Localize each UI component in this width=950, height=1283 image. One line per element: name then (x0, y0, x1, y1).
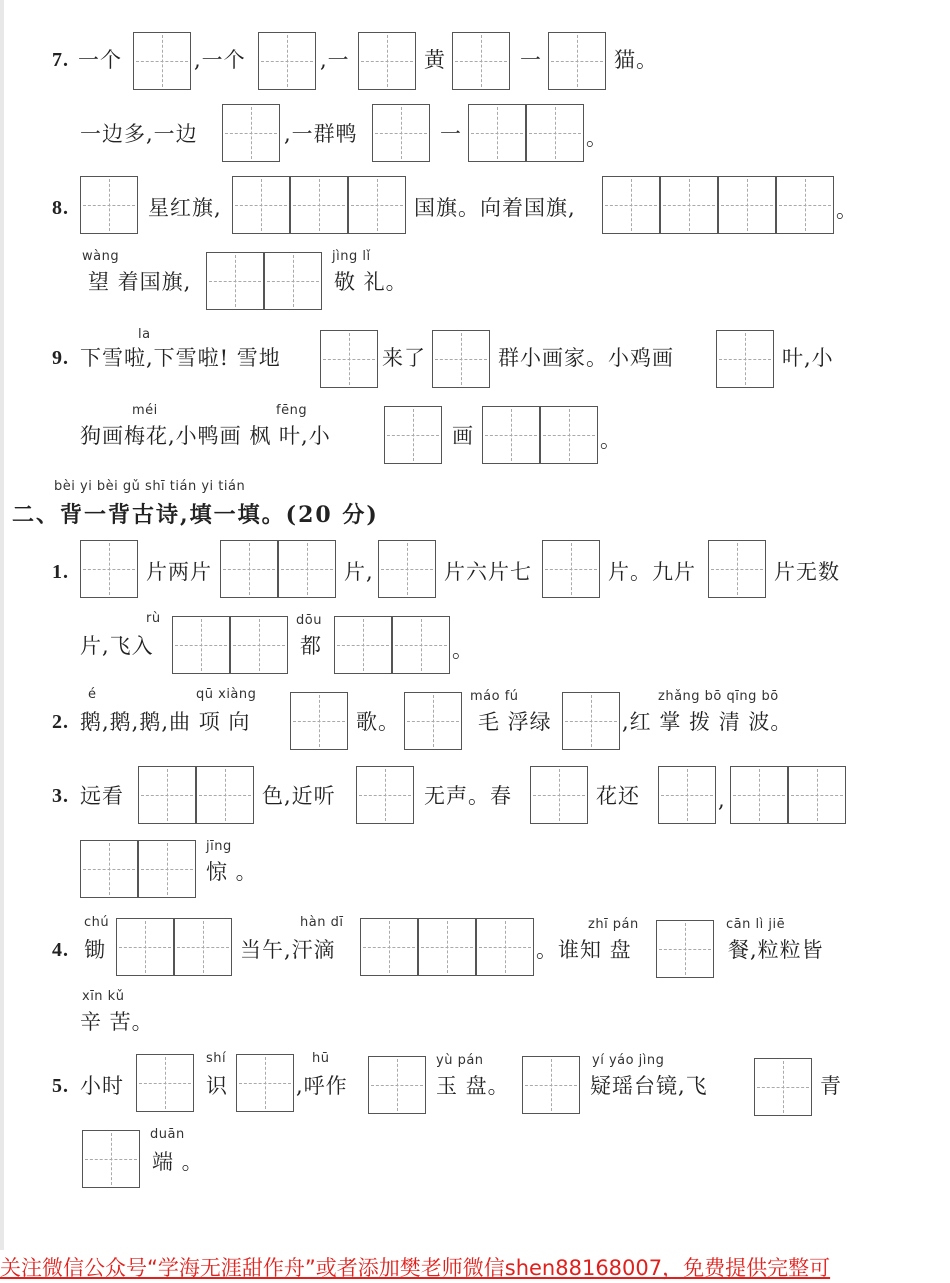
answer-box[interactable] (133, 32, 191, 90)
pinyin-quxiang: qū xiàng (196, 687, 257, 702)
answer-box[interactable] (278, 540, 336, 598)
p1-text-g: 都 (300, 634, 322, 658)
answer-box[interactable] (718, 176, 776, 234)
pinyin-handi: hàn dī (300, 915, 344, 930)
answer-box[interactable] (222, 104, 280, 162)
p5-text-f: 青 (820, 1074, 842, 1098)
answer-box[interactable] (258, 32, 316, 90)
p5-text-c: ,呼作 (296, 1074, 348, 1098)
answer-box[interactable] (730, 766, 788, 824)
answer-box[interactable] (138, 766, 196, 824)
answer-box[interactable] (708, 540, 766, 598)
p3-text-d: 花还 (596, 784, 640, 808)
p5-text-e: 疑瑶台镜,飞 (590, 1074, 708, 1098)
answer-box[interactable] (602, 176, 660, 234)
answer-box[interactable] (360, 918, 418, 976)
answer-box[interactable] (548, 32, 606, 90)
q7-text-j: 。 (586, 126, 608, 150)
p3-text-a: 远看 (80, 784, 124, 808)
answer-box[interactable] (418, 918, 476, 976)
p4-text-c: 。谁知 盘 (536, 938, 632, 962)
p1-text-d: 片。九片 (608, 560, 696, 584)
p4-text-e: 辛 苦。 (80, 1010, 154, 1034)
pinyin-dou: dōu (296, 613, 322, 628)
q8-text-e: 敬 礼。 (334, 270, 408, 294)
q9-number: 9. (52, 347, 69, 369)
answer-box[interactable] (372, 104, 430, 162)
answer-box[interactable] (82, 1130, 140, 1188)
answer-box[interactable] (290, 692, 348, 750)
answer-box[interactable] (348, 176, 406, 234)
q9-text-f: 画 (452, 424, 474, 448)
p4-text-d: 餐,粒粒皆 (728, 938, 824, 962)
pinyin-yiyao-jing: yí yáo jìng (592, 1053, 665, 1068)
answer-box[interactable] (230, 616, 288, 674)
answer-box[interactable] (116, 918, 174, 976)
answer-box[interactable] (754, 1058, 812, 1116)
pinyin-xinku: xīn kǔ (82, 989, 125, 1004)
p1-text-h: 。 (452, 638, 474, 662)
answer-box[interactable] (172, 616, 230, 674)
answer-box[interactable] (522, 1056, 580, 1114)
answer-box[interactable] (196, 766, 254, 824)
answer-box[interactable] (716, 330, 774, 388)
p1-text-f: 片,飞入 (80, 634, 154, 658)
answer-box[interactable] (136, 1054, 194, 1112)
answer-box[interactable] (542, 540, 600, 598)
p2-text-b: 歌。 (356, 710, 400, 734)
pinyin-jing: jīng (206, 839, 232, 854)
p2-text-d: ,红 掌 拨 清 波。 (622, 710, 793, 734)
answer-box[interactable] (174, 918, 232, 976)
answer-box[interactable] (656, 920, 714, 978)
pinyin-wang: wàng (82, 249, 120, 264)
answer-box[interactable] (540, 406, 598, 464)
q7-text-a: 一个 (78, 48, 122, 72)
q9-text-e: 狗画梅花,小鸭画 枫 叶,小 (80, 424, 331, 448)
p1-text-a: 片两片 (146, 560, 212, 584)
pinyin-e: é (88, 687, 97, 702)
q8-number: 8. (52, 197, 69, 219)
answer-box[interactable] (206, 252, 264, 310)
answer-box[interactable] (368, 1056, 426, 1114)
answer-box[interactable] (476, 918, 534, 976)
p1-text-b: 片, (344, 560, 374, 584)
answer-box[interactable] (320, 330, 378, 388)
pinyin-zhangbo: zhǎng bō qīng bō (658, 689, 779, 704)
pinyin-yupan: yù pán (436, 1053, 484, 1068)
p2-text-c: 毛 浮绿 (478, 710, 552, 734)
p2-text-a: 鹅,鹅,鹅,曲 项 向 (80, 710, 251, 734)
pinyin-mei: méi (132, 403, 158, 418)
q7-number: 7. (52, 49, 69, 71)
answer-box[interactable] (138, 840, 196, 898)
answer-box[interactable] (452, 32, 510, 90)
p3-number: 3. (52, 785, 69, 807)
answer-box[interactable] (562, 692, 620, 750)
p3-text-c: 无声。春 (424, 784, 512, 808)
answer-box[interactable] (334, 616, 392, 674)
answer-box[interactable] (264, 252, 322, 310)
q8-text-d: 望 着国旗, (88, 270, 192, 294)
pinyin-ru: rù (146, 611, 161, 626)
p1-text-c: 片六片七 (444, 560, 532, 584)
q9-text-d: 叶,小 (782, 346, 834, 370)
q9-text-c: 群小画家。小鸡画 (498, 346, 674, 370)
answer-box[interactable] (482, 406, 540, 464)
answer-box[interactable] (526, 104, 584, 162)
q7-text-f: 猫。 (614, 48, 658, 72)
q9-text-a: 下雪啦,下雪啦! 雪地 (80, 346, 281, 370)
pinyin-la: la (138, 327, 151, 342)
q7-text-e: 一 (520, 48, 542, 72)
q8-text-a: 星红旗, (148, 196, 222, 220)
answer-box[interactable] (530, 766, 588, 824)
p5-text-d: 玉 盘。 (436, 1074, 510, 1098)
p5-text-g: 端 。 (152, 1150, 204, 1174)
pinyin-jingli: jìng lǐ (332, 249, 371, 264)
answer-box[interactable] (432, 330, 490, 388)
pinyin-shi: shí (206, 1051, 227, 1066)
p2-number: 2. (52, 711, 69, 733)
answer-box[interactable] (384, 406, 442, 464)
p5-text-b: 识 (206, 1074, 228, 1098)
answer-box[interactable] (788, 766, 846, 824)
q8-text-c: 。 (836, 198, 858, 222)
q7-text-i: 一 (440, 122, 462, 146)
answer-box[interactable] (290, 176, 348, 234)
p4-text-a: 锄 (84, 938, 106, 962)
p4-text-b: 当午,汗滴 (240, 938, 336, 962)
q8-text-b: 国旗。向着国旗, (414, 196, 576, 220)
answer-box[interactable] (80, 176, 138, 234)
answer-box[interactable] (776, 176, 834, 234)
pinyin-can-li-jie: cān lì jiē (726, 917, 786, 932)
pinyin-hu: hū (312, 1051, 330, 1066)
q7-text-b: ,一个 (194, 48, 246, 72)
q9-text-b: 来了 (382, 346, 426, 370)
p5-text-a: 小时 (80, 1074, 124, 1098)
pinyin-feng: fēng (276, 403, 308, 418)
pinyin-maofu: máo fú (470, 689, 519, 704)
answer-box[interactable] (468, 104, 526, 162)
answer-box[interactable] (660, 176, 718, 234)
answer-box[interactable] (358, 32, 416, 90)
answer-box[interactable] (392, 616, 450, 674)
section-2-title: 二、背一背古诗,填一填。(20 分) (12, 502, 379, 528)
p3-text-f: 惊 。 (206, 860, 258, 884)
p5-number: 5. (52, 1075, 69, 1097)
q9-text-g: 。 (600, 428, 622, 452)
answer-box[interactable] (404, 692, 462, 750)
answer-box[interactable] (80, 840, 138, 898)
footer-banner (0, 1253, 950, 1283)
answer-box[interactable] (80, 540, 138, 598)
pinyin-duan: duān (150, 1127, 185, 1142)
pinyin-zhipan: zhī pán (588, 917, 639, 932)
p1-number: 1. (52, 561, 69, 583)
q7-text-h: ,一群鸭 (284, 122, 358, 146)
q7-text-g: 一边多,一边 (80, 122, 198, 146)
p3-text-b: 色,近听 (262, 784, 336, 808)
q7-text-c: ,一 (320, 48, 350, 72)
scan-edge (0, 0, 4, 1250)
answer-box[interactable] (236, 1054, 294, 1112)
answer-box[interactable] (658, 766, 716, 824)
p1-text-e: 片无数 (774, 560, 840, 584)
q7-text-d: 黄 (424, 48, 446, 72)
answer-box[interactable] (232, 176, 290, 234)
p3-text-e: , (718, 788, 726, 812)
answer-box[interactable] (220, 540, 278, 598)
pinyin-chu: chú (84, 915, 110, 930)
answer-box[interactable] (356, 766, 414, 824)
p4-number: 4. (52, 939, 69, 961)
section-2-pinyin: bèi yi bèi gǔ shī tián yi tián (54, 479, 246, 494)
answer-box[interactable] (378, 540, 436, 598)
footer-text: 关注微信公众号“学海无涯甜作舟”或者添加樊老师微信shen88168007，免费提供完整可 (0, 1256, 831, 1280)
